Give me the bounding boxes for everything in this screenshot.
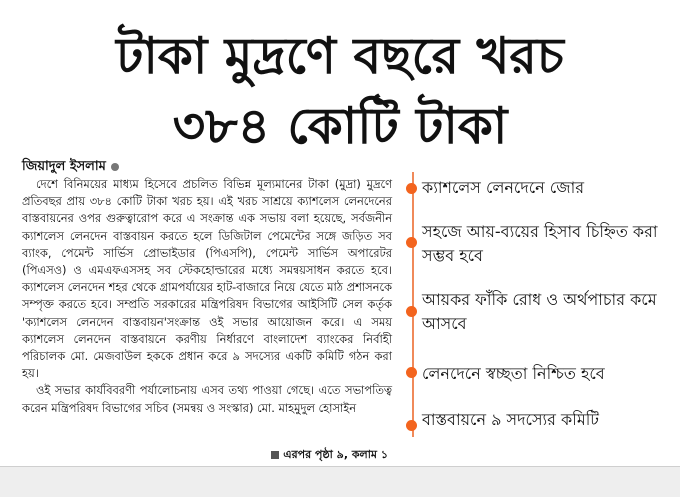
circle-bullet-icon bbox=[111, 163, 119, 171]
continued-note bbox=[271, 446, 388, 465]
highlight-item-4: লেনদেনে স্বচ্ছতা নিশ্চিত হবে bbox=[422, 364, 605, 383]
author-name: জিয়াদুল ইসলাম bbox=[22, 159, 106, 174]
byline bbox=[22, 157, 119, 178]
article-body bbox=[22, 176, 392, 417]
highlight-item-5: বাস্তবায়নে ৯ সদস্যের কমিটি bbox=[422, 410, 600, 429]
highlight-item-1: ক্যাশলেস লেনদেনে জোর bbox=[422, 178, 585, 197]
orange-dot-icon bbox=[406, 183, 417, 194]
highlights-timeline-line bbox=[412, 172, 414, 437]
orange-dot-icon bbox=[406, 420, 417, 431]
continued-text: এরপর পৃষ্ঠা ৯, কলাম ১ bbox=[283, 448, 388, 461]
headline bbox=[0, 25, 680, 157]
orange-dot-icon bbox=[406, 237, 417, 248]
square-bullet-icon bbox=[271, 451, 279, 459]
headline-line-1: টাকা মুদ্রণে বছরে খরচ bbox=[116, 27, 564, 86]
headline-line-2: ৩৮৪ কোটি টাকা bbox=[172, 97, 508, 156]
next-section-band bbox=[0, 466, 680, 497]
highlight-item-2: সহজে আয়-ব্যয়ের হিসাব চিহ্নিত করা সম্ভব হবে bbox=[422, 222, 658, 265]
orange-dot-icon bbox=[406, 367, 417, 378]
article-paragraph-1: দেশে বিনিময়ের মাধ্যম হিসেবে প্রচলিত বিভিন্ন মূল্যমানের টাকা (মুদ্রা) মুদ্রণে প্রতিবছর প্রায় ৩৮৪ কোটি টাকা খরচ হয়। এই খরচ সাশ্রয়ে ক্যাশলেস লেনদেনের বাস্তবায়নের ওপর গুরুত্বারোপ করে এ সংক্রান্ত এক সভায় বলা হয়েছে, সর্বজনীন ক্যাশলেস লেনদেন বাস্তবায়ন করতে হলে ডিজিটাল পেমেন্টের সঙ্গে জড়িত সব ব্যাংক, পেমেন্ট সার্ভিস প্রোভাইডার (পিএসপি), পেমেন্ট সার্ভিস অপারেটর (পিএসও) ও এমএফএসসহ সব স্টেকহোল্ডারের মধ্যে সমন্বয়সাধন করতে হবে। ক্যাশলেস লেনদেন শহর থেকে গ্রামপর্যায়ের হাট-বাজারে নিয়ে যেতে মাঠ প্রশাসনকে সম্পৃক্ত করতে হবে। সম্প্রতি সরকারের মন্ত্রিপরিষদ বিভাগের আইসিটি সেল কর্তৃক 'ক্যাশলেস লেনদেন বাস্তবায়ন'সংক্রান্ত ওই সভার আয়োজন করে। এ সময় ক্যাশলেস লেনদেন বাস্তবায়নে করণীয় নির্ধারণে বাংলাদেশ ব্যাংকের নির্বাহী পরিচালক মো. মেজবাউল হককে প্রধান করে ৯ সদস্যের একটি কমিটি গঠন করা হয়। bbox=[22, 177, 392, 381]
highlight-item-3: আয়কর ফাঁকি রোধ ও অর্থপাচার কমে আসবে bbox=[422, 290, 657, 333]
article-paragraph-2: ওই সভার কার্যবিবরণী পর্যালোচনায় এসব তথ্য পাওয়া গেছে। এতে সভাপতিত্ব করেন মন্ত্রিপরিষদ বিভাগের সচিব (সমন্বয় ও সংস্কার) মো. মাহমুদুল হোসাইন bbox=[22, 383, 392, 415]
orange-dot-icon bbox=[406, 306, 417, 317]
